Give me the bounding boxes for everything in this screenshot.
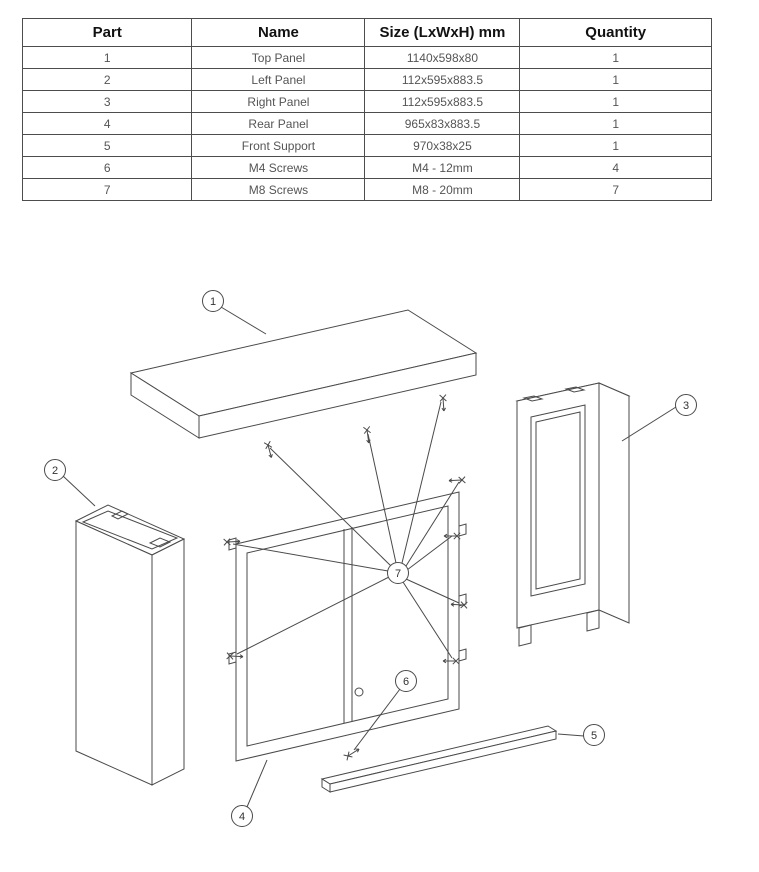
- table-row: [23, 47, 712, 69]
- callout-7: [388, 563, 409, 584]
- col-header-part: Part: [23, 19, 192, 47]
- table-row: [23, 69, 712, 91]
- screw-icon: [344, 746, 361, 760]
- cell-part: 5: [23, 135, 192, 157]
- screw-icon: [264, 441, 274, 458]
- cell-name: Front Support: [192, 135, 365, 157]
- cell-part: 7: [23, 179, 192, 201]
- col-header-name: Name: [192, 19, 365, 47]
- table-row: [23, 135, 712, 157]
- cell-size: 965x83x883.5: [365, 113, 520, 135]
- callout-2-leader-line: [63, 476, 95, 506]
- callout-1: [203, 291, 224, 312]
- part-right-panel: [517, 383, 629, 646]
- callout-5-leader-line: [558, 734, 584, 736]
- callout-4-leader-line: [247, 760, 267, 807]
- cell-size: 970x38x25: [365, 135, 520, 157]
- cell-part: 3: [23, 91, 192, 113]
- table-row: [23, 91, 712, 113]
- cell-name: Top Panel: [192, 47, 365, 69]
- cell-size: 112x595x883.5: [365, 91, 520, 113]
- cell-size: 112x595x883.5: [365, 69, 520, 91]
- callout-1-label: 1: [209, 296, 217, 308]
- part-front-support: [322, 726, 556, 792]
- part-top-panel: [131, 310, 476, 438]
- callout-2-label: 2: [51, 465, 59, 477]
- cell-part: 6: [23, 157, 192, 179]
- callout-5: [584, 725, 605, 746]
- cell-part: 1: [23, 47, 192, 69]
- cell-quantity: 1: [520, 91, 712, 113]
- callout-3-label: 3: [682, 400, 690, 412]
- callout-7-label: 7: [394, 568, 402, 580]
- cell-quantity: 4: [520, 157, 712, 179]
- callout-2: [45, 460, 66, 481]
- table-row: [23, 113, 712, 135]
- screw-icon: [449, 477, 466, 484]
- part-rear-panel: [229, 492, 466, 761]
- cell-quantity: 1: [520, 47, 712, 69]
- callout-6-label: 6: [402, 676, 410, 688]
- callout-4: [232, 806, 253, 827]
- callout-5-label: 5: [590, 730, 598, 742]
- cell-name: M8 Screws: [192, 179, 365, 201]
- screw-icon: [363, 426, 372, 443]
- cell-name: Left Panel: [192, 69, 365, 91]
- cell-size: M4 - 12mm: [365, 157, 520, 179]
- cell-name: M4 Screws: [192, 157, 365, 179]
- parts-table-section: [22, 18, 712, 201]
- parts-table: [22, 18, 712, 201]
- assembly-diagram: [0, 207, 759, 847]
- table-row: [23, 157, 712, 179]
- callout-4-label: 4: [238, 811, 246, 823]
- cell-name: Rear Panel: [192, 113, 365, 135]
- table-header-row: [23, 19, 712, 47]
- cell-quantity: 1: [520, 69, 712, 91]
- cell-quantity: 1: [520, 135, 712, 157]
- cell-part: 2: [23, 69, 192, 91]
- part-left-panel: [76, 505, 184, 785]
- callout-6: [396, 671, 417, 692]
- cell-size: M8 - 20mm: [365, 179, 520, 201]
- callout-1-leader-line: [221, 307, 266, 334]
- cell-quantity: 1: [520, 113, 712, 135]
- cell-quantity: 7: [520, 179, 712, 201]
- col-header-size: Size (LxWxH) mm: [365, 19, 520, 47]
- cell-name: Right Panel: [192, 91, 365, 113]
- cell-size: 1140x598x80: [365, 47, 520, 69]
- callout-3: [676, 395, 697, 416]
- cell-part: 4: [23, 113, 192, 135]
- table-row: [23, 179, 712, 201]
- callout-3-leader-line: [622, 407, 676, 441]
- col-header-quantity: Quantity: [520, 19, 712, 47]
